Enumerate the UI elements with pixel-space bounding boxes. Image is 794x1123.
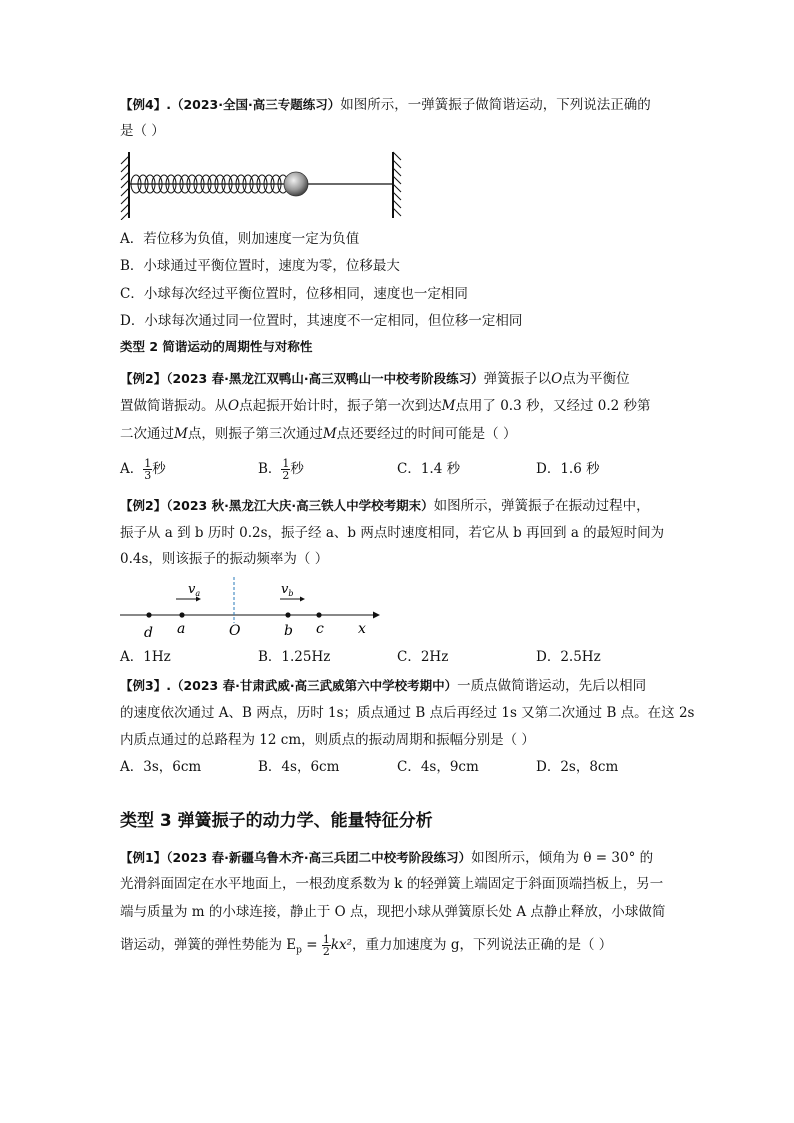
q2a-line-1 [120,369,630,389]
q1-text: 如图所示，倾角为 θ = 30° 的 [471,850,654,866]
type2-heading: 类型 2 简谐运动的周期性与对称性 [120,339,313,354]
fraction-den: 2 [322,945,330,958]
fraction-num: 1 [282,457,290,470]
q2a-text: 点用了 0.3 秒，又经过 0.2 秒第 [455,398,651,414]
label-x: x [358,621,366,637]
number-line-figure [118,575,380,641]
q1-source: （2023 春·新疆乌鲁木齐·高三兵团二中校考阶段练习） [166,850,472,865]
q1-line-4 [120,934,612,961]
fraction [322,934,331,957]
q2a-text: 点，则振子第三次通过 [187,426,323,442]
q2a-option-c: C．1.4 秒 [397,461,461,477]
q2b-line-1 [120,496,650,516]
option-label: B． [258,461,282,477]
q1-text: = [301,937,322,953]
q2a-text: 点起振开始计时，振子第一次到达 [239,398,442,414]
fraction [143,458,152,481]
q3-tag: 【例3】. [120,678,171,693]
q2b-tag: 【例2】 [120,498,167,513]
q2a-var: O [228,398,240,414]
q4-tag: 【例4】. [120,97,171,112]
q2a-text: 点还要经过的时间可能是（ ） [336,426,517,442]
q1-text: ，重力加速度为 g，下列说法正确的是（ ） [352,937,613,953]
q2a-text: 置做简谐振动。从 [120,398,228,414]
q2a-line-3 [120,424,516,444]
q1-formula: kx² [330,937,353,953]
q3-line-1 [120,676,646,696]
spring-oscillator-figure [118,150,410,220]
q1-line-1 [120,848,653,868]
q4-line-2 [120,121,165,141]
q4-stem-1: 如图所示，一弹簧振子做简谐运动，下列说法正确的 [340,97,651,113]
q2b-text: 如图所示，弹簧振子在振动过程中， [433,498,650,514]
q3-option-c: C．4s，9cm [397,759,479,775]
option-unit: 秒 [152,461,166,477]
label-b: b [284,623,293,639]
q2b-option-c: C．2Hz [397,649,449,665]
q2a-tag: 【例2】 [120,371,167,386]
right-wall-hatch [393,152,401,216]
q1-text: 谐运动，弹簧的弹性势能为 E [120,937,297,953]
q2a-text: 二次通过 [120,426,174,442]
q3-option-b: B．4s，6cm [258,759,340,775]
q1-tag: 【例1】 [120,850,167,865]
label-vb: $v_b$ [281,582,294,598]
fraction-den: 3 [144,469,152,482]
q2b-line-2: 振子从 a 到 b 历时 0.2s，振子经 a、b 两点时速度相同，若它从 b 再回到 a 的最短时间为 [120,525,665,541]
q3-option-a: A．3s，6cm [120,759,202,775]
q3-line-2: 的速度依次通过 A、B 两点，历时 1s；质点通过 B 点后再经过 1s 又第二次通过 B 点。在这 2s [120,705,695,721]
q1-line-2: 光滑斜面固定在水平地面上，一根劲度系数为 k 的轻弹簧上端固定于斜面顶端挡板上，另一 [120,876,664,892]
q2b-source: （2023 秋·黑龙江大庆·高三铁人中学校考期末） [166,498,434,513]
q3-source: （2023 春·甘肃武威·高三武威第六中学校考期中） [170,678,458,693]
velocity-b-arrowhead [300,597,305,602]
label-va: $v_a$ [188,582,201,598]
q2a-line-2 [120,396,651,416]
q2a-option-a [120,458,166,481]
q3-option-d: D．2s，8cm [536,759,619,775]
fraction-den: 2 [282,469,290,482]
label-d: d [144,625,153,641]
q1-line-3: 端与质量为 m 的小球连接，静止于 O 点，现把小球从弹簧原长处 A 点静止释放，小球做简 [120,904,666,920]
q2a-text: 点为平衡位 [562,371,630,387]
q3-text: 一质点做简谐运动，先后以相同 [457,678,647,694]
q2a-var: M [322,426,337,442]
point-a [179,612,184,617]
q4-option-a: A．若位移为负值，则加速度一定为负值 [120,231,360,247]
q4-option-b: B．小球通过平衡位置时，速度为零，位移最大 [120,258,400,274]
axis-arrow [373,612,380,619]
ball [284,172,308,196]
q2a-option-b [258,458,304,481]
q2a-var: M [441,398,456,414]
q2b-option-d: D．2.5Hz [536,649,601,665]
point-b [285,612,290,617]
q2a-source: （2023 春·黑龙江双鸭山·高三双鸭山一中校考阶段练习） [166,371,484,386]
option-unit: 秒 [290,461,304,477]
label-c: c [316,621,324,637]
option-label: A． [120,461,144,477]
q1-subscript: p [296,945,302,956]
q2b-option-a: A．1Hz [120,649,171,665]
q2b-option-b: B．1.25Hz [258,649,331,665]
label-a: a [177,621,186,637]
q4-option-d: D．小球每次通过同一位置时，其速度不一定相同，但位移一定相同 [120,313,523,329]
q2b-line-3: 0.4s，则该振子的振动频率为（ ） [120,551,329,567]
fraction-num: 1 [144,457,152,470]
q4-line-1 [120,95,651,115]
point-d [146,612,151,617]
type3-heading: 类型 3 弹簧振子的动力学、能量特征分析 [120,811,433,831]
q4-stem-2: 是（ ） [120,123,165,139]
q2a-text: 弹簧振子以 [483,371,552,387]
left-wall-hatch [121,156,129,220]
q4-option-c: C．小球每次经过平衡位置时，位移相同，速度也一定相同 [120,286,468,302]
q4-source: （2023·全国·高三专题练习） [170,97,341,112]
label-O: O [229,623,241,639]
q2a-var: O [551,371,563,387]
q3-line-3: 内质点通过的总路程为 12 cm，则质点的振动周期和振幅分别是（ ） [120,732,535,748]
point-c [316,612,321,617]
fraction-num: 1 [322,933,330,946]
q2a-option-d: D．1.6 秒 [536,461,600,477]
q2a-var: M [174,426,188,442]
